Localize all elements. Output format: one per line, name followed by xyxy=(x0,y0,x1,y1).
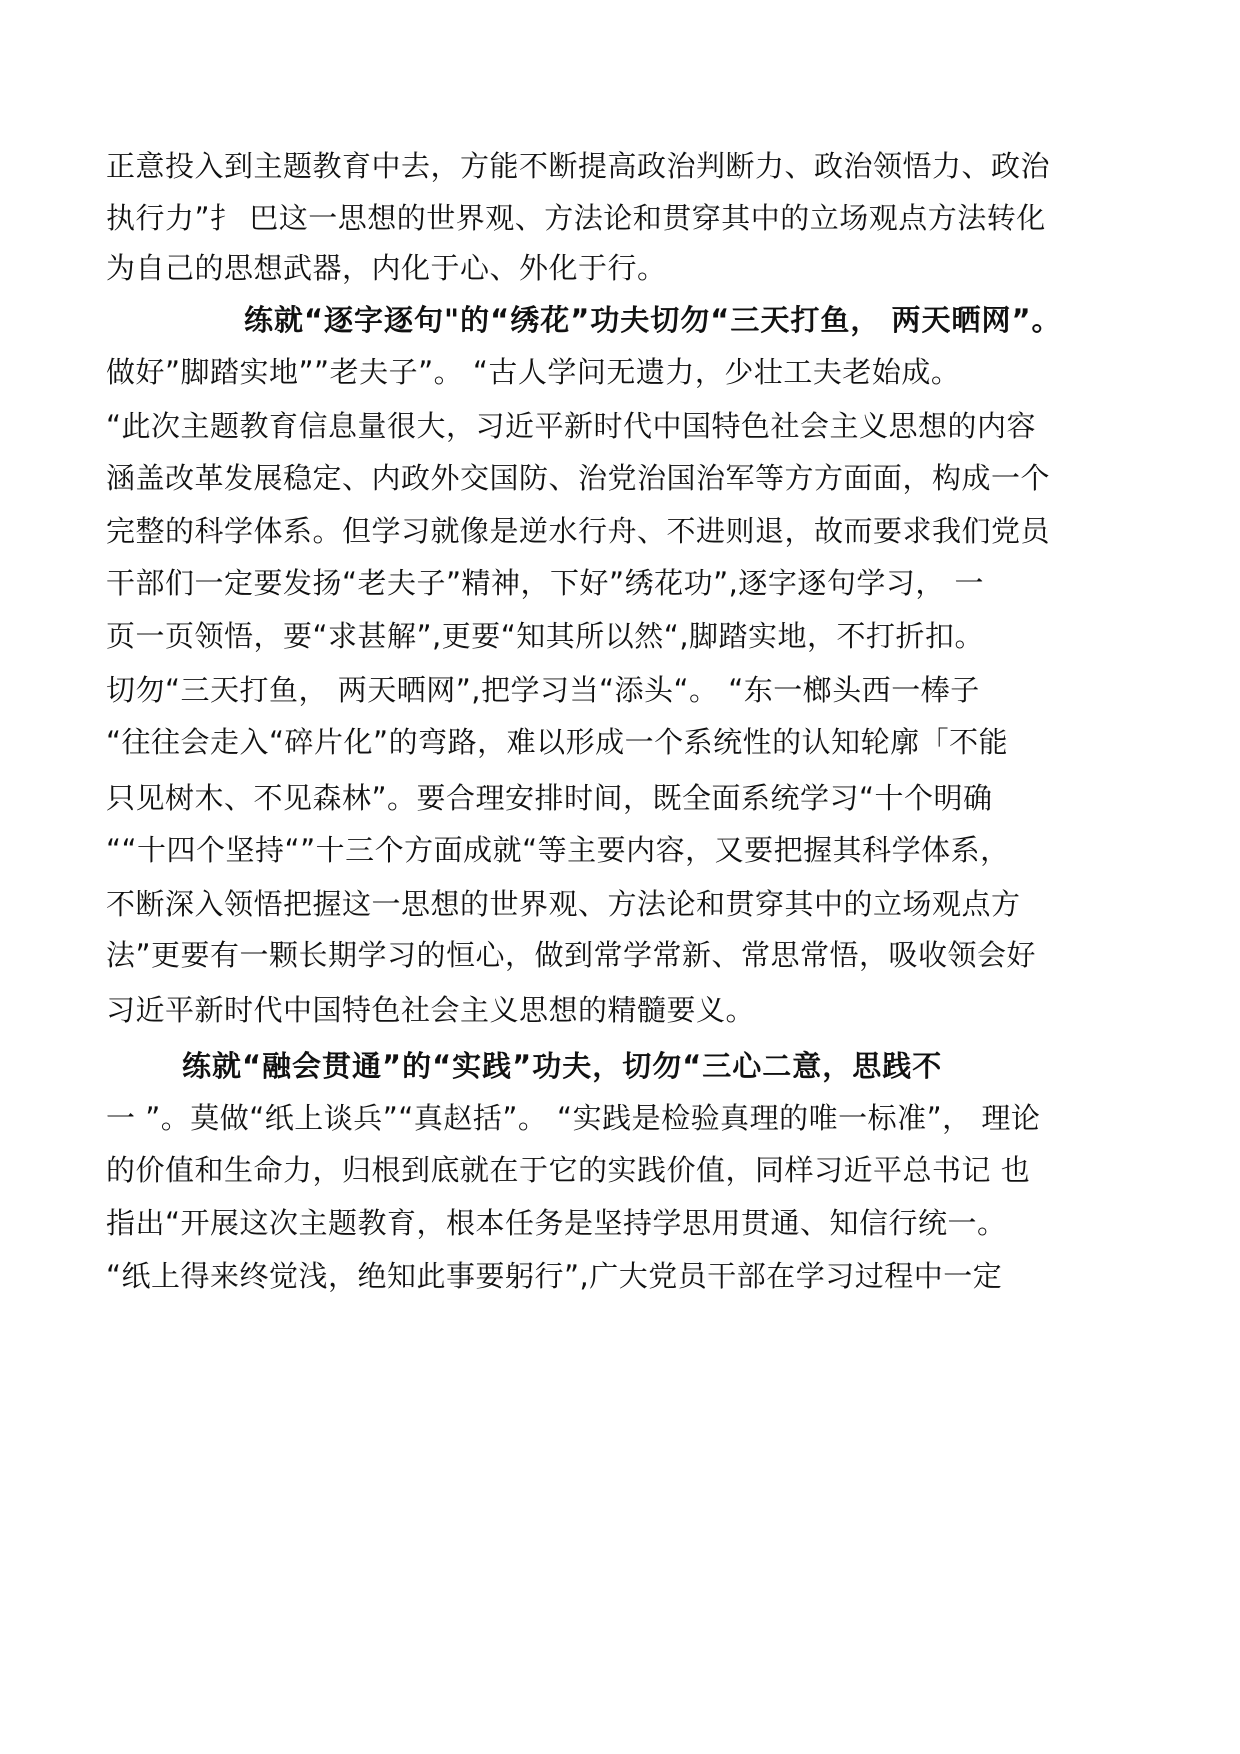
paragraph-line: 做好”脚踏实地””老夫子”。 “古人学问无遗力，少壮工夫老始成。 xyxy=(106,355,961,389)
paragraph-line: 正意投入到主题教育中去，方能不断提高政治判断力、政治领悟力、政治 xyxy=(106,149,1051,183)
paragraph-line: ““十四个坚持“”十三个方面成就“等主要内容，又要把握其科学体系， xyxy=(106,833,1010,867)
section-heading: 练就“融会贯通”的“实践”功夫，切勿“三心二意，思践不 xyxy=(182,1049,943,1083)
paragraph-line: 切勿“三天打鱼， 两天晒网”,把学习当“添头“。 “东一榔头西一棒子 xyxy=(106,673,980,707)
paragraph-line: 干部们一定要发扬“老夫子”精神，下好”绣花功”,逐字逐句学习， 一 xyxy=(106,566,985,600)
paragraph-line: 页一页领悟，要“求甚解”,更要“知其所以然“,脚踏实地，不打折扣。 xyxy=(106,619,985,653)
section-heading: 练就“逐字逐句"的“绣花”功夫切勿“三天打鱼， 两天晒网”。 xyxy=(244,303,1062,337)
paragraph-line: 一 ”。莫做“纸上谈兵”“真赵括”。 “实践是检验真理的唯一标准”， 理论 xyxy=(106,1101,1041,1135)
paragraph-line: 为自己的思想武器，内化于心、外化于行。 xyxy=(106,251,667,285)
paragraph-line: 不断深入领悟把握这一思想的世界观、方法论和贯穿其中的立场观点方 xyxy=(106,887,1021,921)
paragraph-line: “此次主题教育信息量很大，习近平新时代中国特色社会主义思想的内容 xyxy=(106,409,1037,443)
paragraph-line: 法”更要有一颗长期学习的恒心，做到常学常新、常思常悟，吸收领会好 xyxy=(106,938,1037,972)
paragraph-line: 的价值和生命力，归根到底就在于它的实践价值，同样习近平总书记 也 xyxy=(106,1153,1031,1187)
paragraph-line: 指出“开展这次主题教育，根本任务是坚持学思用贯通、知信行统一。 xyxy=(106,1206,1007,1240)
paragraph-line: 习近平新时代中国特色社会主义思想的精髓要义。 xyxy=(106,993,756,1027)
paragraph-line: 完整的科学体系。但学习就像是逆水行舟、不进则退，故而要求我们党员 xyxy=(106,514,1051,548)
paragraph-line: 执行力”扌 巴这一思想的世界观、方法论和贯穿其中的立场观点方法转化 xyxy=(106,201,1046,235)
paragraph-line: “往往会走入“碎片化”的弯路，难以形成一个系统性的认知轮廓「不能 xyxy=(106,725,1009,759)
paragraph-line: “纸上得来终觉浅，绝知此事要躬行”,广大党员干部在学习过程中一定 xyxy=(106,1259,1003,1293)
paragraph-line: 涵盖改革发展稳定、内政外交国防、治党治国治军等方方面面，构成一个 xyxy=(106,461,1051,495)
paragraph-line: 只见树木、不见森林”。要合理安排时间，既全面系统学习“十个明确 xyxy=(106,781,993,815)
